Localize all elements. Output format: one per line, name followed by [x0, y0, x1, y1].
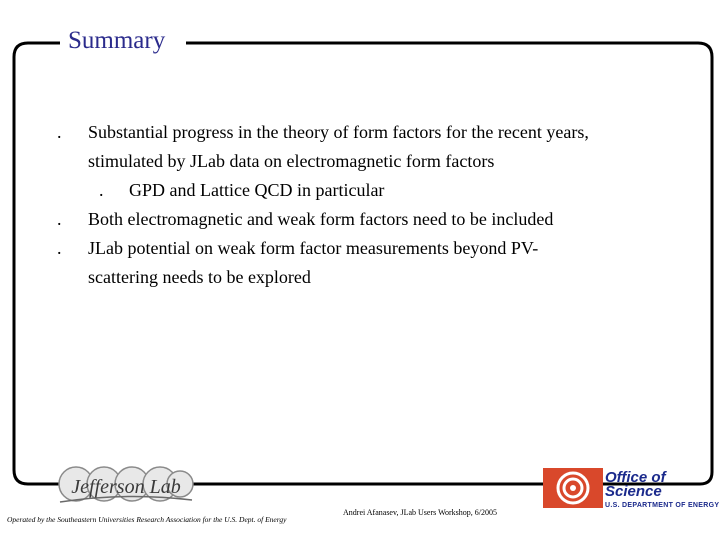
slide-title: Summary [64, 26, 169, 56]
bullet-text: GPD and Lattice QCD in particular [129, 180, 385, 200]
bullet-item [57, 205, 657, 234]
jlab-logo-text: Jefferson Lab [71, 476, 181, 498]
bullet-text: Both electromagnetic and weak form factors need to be included [88, 209, 554, 229]
oos-line1: Office of [605, 469, 666, 486]
doe-text: U.S. DEPARTMENT OF ENERGY [605, 502, 720, 509]
bullet-text: scattering needs to be explored [88, 267, 311, 287]
bullet-text: JLab potential on weak form factor measurements beyond PV- [88, 238, 539, 258]
bullet-marker: . [57, 238, 62, 258]
oos-line2: Science [605, 483, 662, 500]
bullet-continuation [57, 147, 657, 176]
bullet-item [57, 234, 657, 263]
bullet-continuation [57, 263, 657, 292]
operated-by-text: Operated by the Southeastern Universities Research Association for the U.S. Dept. of Energy [7, 515, 287, 524]
sub-bullet-item [57, 176, 657, 205]
office-of-science-logo [543, 466, 720, 512]
bullet-marker: . [57, 209, 62, 229]
doe-swirl-icon [543, 468, 603, 508]
credit-text: Andrei Afanasev, JLab Users Workshop, 6/2005 [343, 508, 497, 517]
bullet-list [57, 118, 657, 292]
bullet-text: Substantial progress in the theory of form factors for the recent years, [88, 122, 589, 142]
bullet-text: stimulated by JLab data on electromagnetic form factors [88, 151, 495, 171]
jefferson-lab-logo [56, 462, 196, 510]
bullet-marker: . [99, 180, 104, 200]
bullet-item [57, 118, 657, 147]
bullet-marker: . [57, 122, 62, 142]
